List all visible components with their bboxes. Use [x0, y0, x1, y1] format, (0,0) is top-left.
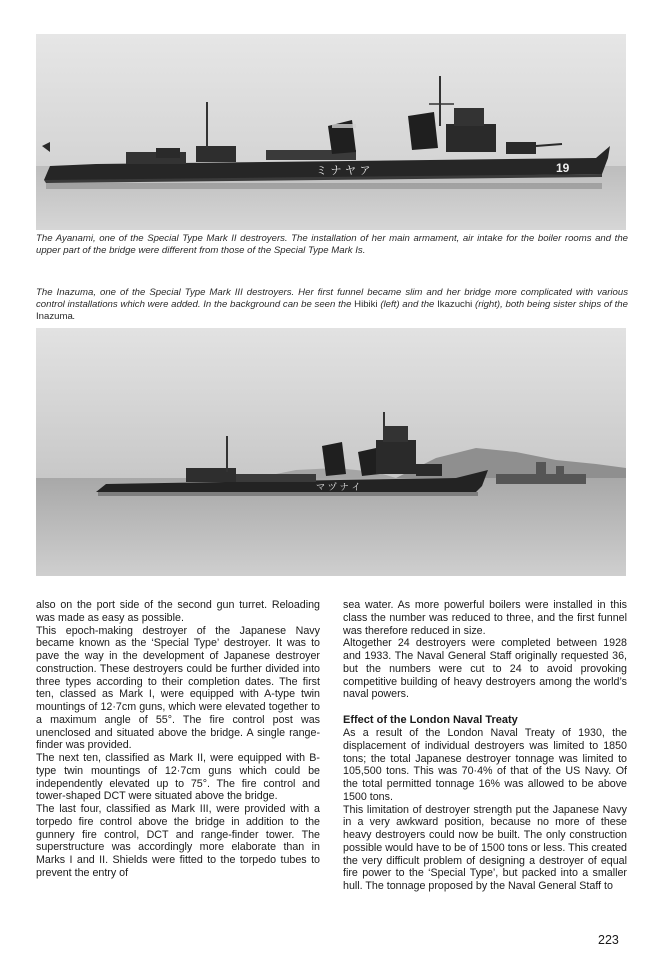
ship-name-hibiki: Hibiki [354, 299, 378, 311]
paragraph: This limitation of destroyer strength put the Japanese Navy in a very awkward position, because no more of these heavy destroyers could now be built. The only construction possible would have to be of 1500 tons or less. This created the very difficult problem of designing a destroyer of equal fire power to the ‘Special Type’, but packed into a smaller hull. The tonnage proposed by the Naval General Staff to [343, 803, 627, 892]
svg-text:ミ ナ ヤ ア: ミ ナ ヤ ア [316, 164, 371, 177]
section-heading: Effect of the London Naval Treaty [343, 714, 518, 726]
paragraph: This epoch-making destroyer of the Japanese Navy became known as the ‘Special Type’ destroyer. It was to pave the way in the development of Japanese destroyer construction. These destroyers could be further divided into three types according to their completion dates. The first ten, classed as Mark I, were equipped with A-type twin mountings of 12·7cm guns, which were elevated together to a maximum angle of 55°. The fire control post was unenclosed and situated above the bridge. A single range-finder was provided. [36, 624, 320, 752]
ayanami-destroyer-illustration [36, 34, 626, 230]
ayanami-photo [36, 34, 626, 230]
inazuma-photo [36, 328, 626, 576]
ship-name-ikazuchi: Ikazuchi [437, 299, 473, 311]
paragraph: Altogether 24 destroyers were completed between 1928 and 1933. The Naval General Staff originally requested 36, but the numbers were cut to 24 to avoid provoking competitive building of heavy destroyers among the world’s naval powers. [343, 637, 627, 701]
page-number: 223 [598, 933, 619, 947]
paragraph: also on the port side of the second gun turret. Reloading was made as easy as possible. [36, 599, 320, 624]
paragraph: As a result of the London Naval Treaty of 1930, the displacement of individual destroyers was limited to 1850 tons; the total Japanese destroyer tonnage was limited to 105,500 tons. This was 70·4% of that of the US Navy. Of the total permitted tonnage 16% was allowed to be above 1500 tons. [343, 727, 627, 803]
right-text-column [343, 599, 627, 893]
inazuma-destroyer-illustration [36, 328, 626, 576]
paragraph: sea water. As more powerful boilers were installed in this class the number was reduced to three, and the first funnel was therefore reduced in size. [343, 599, 627, 637]
first-photo-caption: The Ayanami, one of the Special Type Mark II destroyers. The installation of her main armament, air intake for the boiler rooms and the upper part of the bridge were different from those of the Special Type Mark Is. [36, 233, 628, 257]
paragraph: The next ten, classified as Mark II, were equipped with B-type twin mountings of 12·7cm guns which could be independently elevated up to 75°. The fire control and tower-shaped DCT were situated above the bridge. [36, 752, 320, 803]
paragraph: The last four, classified as Mark III, were provided with a torpedo fire control above the bridge in addition to the gunnery fire control, DCT and range-finder tower. The superstructure was accordingly more elaborate than in Marks I and II. Shields were fitted to the torpedo tubes to prevent the entry of [36, 803, 320, 879]
left-text-column [36, 599, 320, 880]
svg-text:マ ヅ ナ イ: マ ヅ ナ イ [316, 483, 361, 493]
second-photo-caption: The Inazuma, one of the Special Type Mark III destroyers. Her first funnel became slim and her bridge more complicated with various control installations which were added. In the background can be seen the Hibiki (left) and the Ikazuchi (right), both being sister ships of the Inazuma. [36, 287, 628, 323]
ship-name-inazuma: Inazuma [36, 311, 73, 323]
hull-number: 19 [556, 161, 570, 175]
